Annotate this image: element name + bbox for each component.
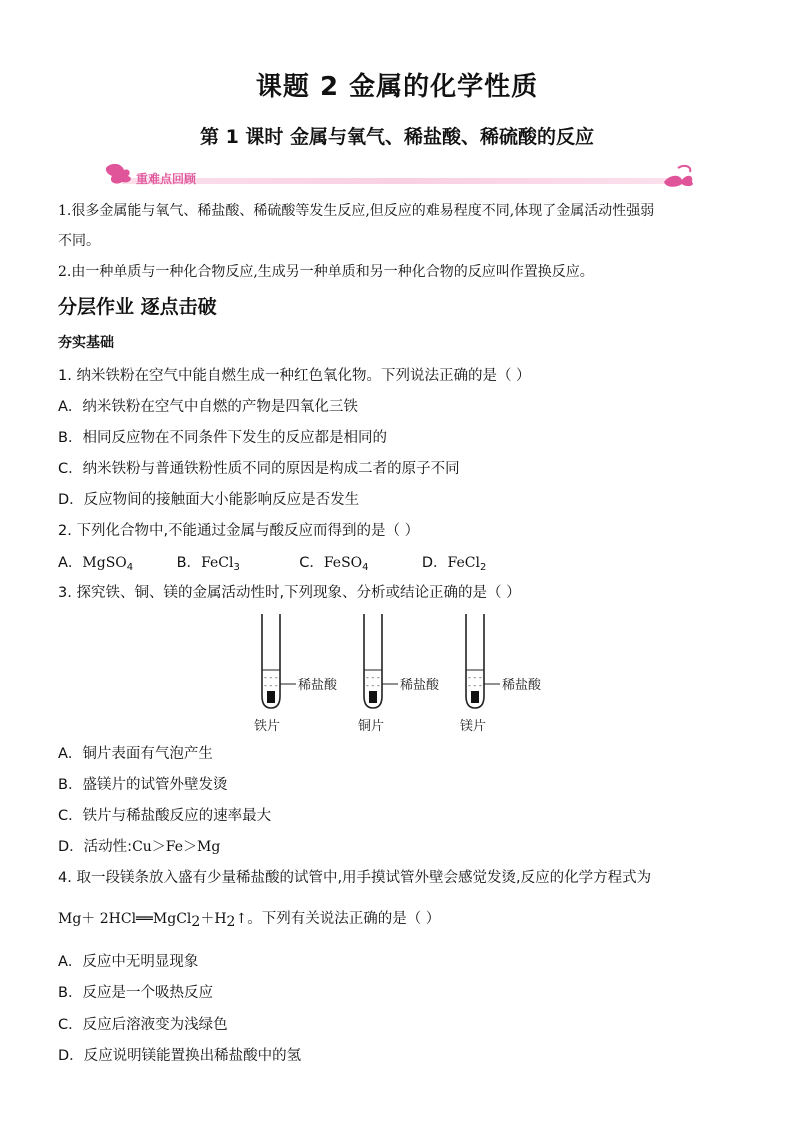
test-tube-figure — [240, 608, 560, 738]
q2-option-d: D．FeCl$_2$ — [421, 555, 487, 573]
svg-text:- - -: - - - — [264, 673, 278, 682]
q1-option-b: B．相同反应物在不同条件下发生的反应都是相同的 — [58, 430, 387, 446]
q2-option-a: A．MgSO$_4$ — [58, 555, 134, 573]
svg-text:- - -: - - - — [468, 673, 482, 682]
q2-stem: 2. 下列化合物中,不能通过金属与酸反应而得到的是（ ） — [58, 523, 420, 539]
q3-option-b: B．盛镁片的试管外壁发烫 — [58, 777, 228, 793]
test-tube-3 — [466, 614, 500, 708]
q4-option-d: D．反应说明镁能置换出稀盐酸中的氢 — [58, 1048, 302, 1064]
svg-text:- - -: - - - — [366, 681, 380, 690]
q3-option-d: D．活动性:Cu＞Fe＞Mg — [58, 839, 221, 855]
q3-stem: 3. 探究铁、铜、镁的金属活动性时,下列现象、分析或结论正确的是（ ） — [58, 585, 521, 601]
page-title: 课题 2 金属的化学性质 — [255, 72, 539, 102]
review-p2: 2.由一种单质与一种化合物反应,生成另一种单质和另一种化合物的反应叫作置换反应。 — [58, 264, 594, 280]
svg-text:- - -: - - - — [366, 673, 380, 682]
test-tube-1 — [262, 614, 296, 708]
svg-text:- - -: - - - — [264, 681, 278, 690]
q4-option-b: B．反应是一个吸热反应 — [58, 985, 213, 1001]
review-p1-line1: 1.很多金属能与氧气、稀盐酸、稀硫酸等发生反应,但反应的难易程度不同,体现了金属活动性强弱 — [58, 203, 655, 219]
metal-label-magnesium: 镁片 — [460, 719, 487, 734]
q3-option-a: A．铜片表面有气泡产生 — [58, 746, 213, 762]
q4-equation: $Mg+ 2HCl══MgCl_2+H_2↑$。下列有关说法正确的是（ ） — [58, 911, 441, 930]
q2-options — [58, 551, 486, 572]
banner-label: 重难点回顾 — [136, 172, 197, 186]
metal-label-copper: 铜片 — [358, 719, 385, 734]
q2-option-b: B．FeCl$_3$ — [176, 555, 240, 573]
q4-option-c: C．反应后溶液变为浅绿色 — [58, 1017, 228, 1033]
section-heading: 分层作业 逐点击破 — [58, 296, 217, 318]
q3-option-c: C．铁片与稀盐酸反应的速率最大 — [58, 808, 272, 824]
svg-text:- - -: - - - — [468, 681, 482, 690]
metal-label-iron: 铁片 — [254, 719, 281, 734]
acid-label-2: 稀盐酸 — [400, 678, 440, 693]
test-tube-2 — [364, 614, 398, 708]
section-subheading: 夯实基础 — [58, 335, 114, 351]
acid-label-3: 稀盐酸 — [502, 678, 542, 693]
q1-stem: 1. 纳米铁粉在空气中能自燃生成一种红色氧化物。下列说法正确的是（ ） — [58, 368, 531, 384]
q1-option-a: A．纳米铁粉在空气中自燃的产物是四氧化三铁 — [58, 399, 358, 415]
page-subtitle: 第 1 课时 金属与氧气、稀盐酸、稀硫酸的反应 — [199, 126, 595, 148]
q4-stem: 4. 取一段镁条放入盛有少量稀盐酸的试管中,用手摸试管外壁会感觉发烫,反应的化学方程式为 — [58, 870, 652, 886]
q4-option-a: A．反应中无明显现象 — [58, 954, 199, 970]
q1-option-c: C．纳米铁粉与普通铁粉性质不同的原因是构成二者的原子不同 — [58, 461, 460, 477]
review-p1-line2: 不同。 — [58, 233, 100, 249]
q1-option-d: D．反应物间的接触面大小能影响反应是否发生 — [58, 492, 360, 508]
acid-label-1: 稀盐酸 — [298, 678, 338, 693]
q2-option-c: C．FeSO$_4$ — [299, 555, 369, 573]
